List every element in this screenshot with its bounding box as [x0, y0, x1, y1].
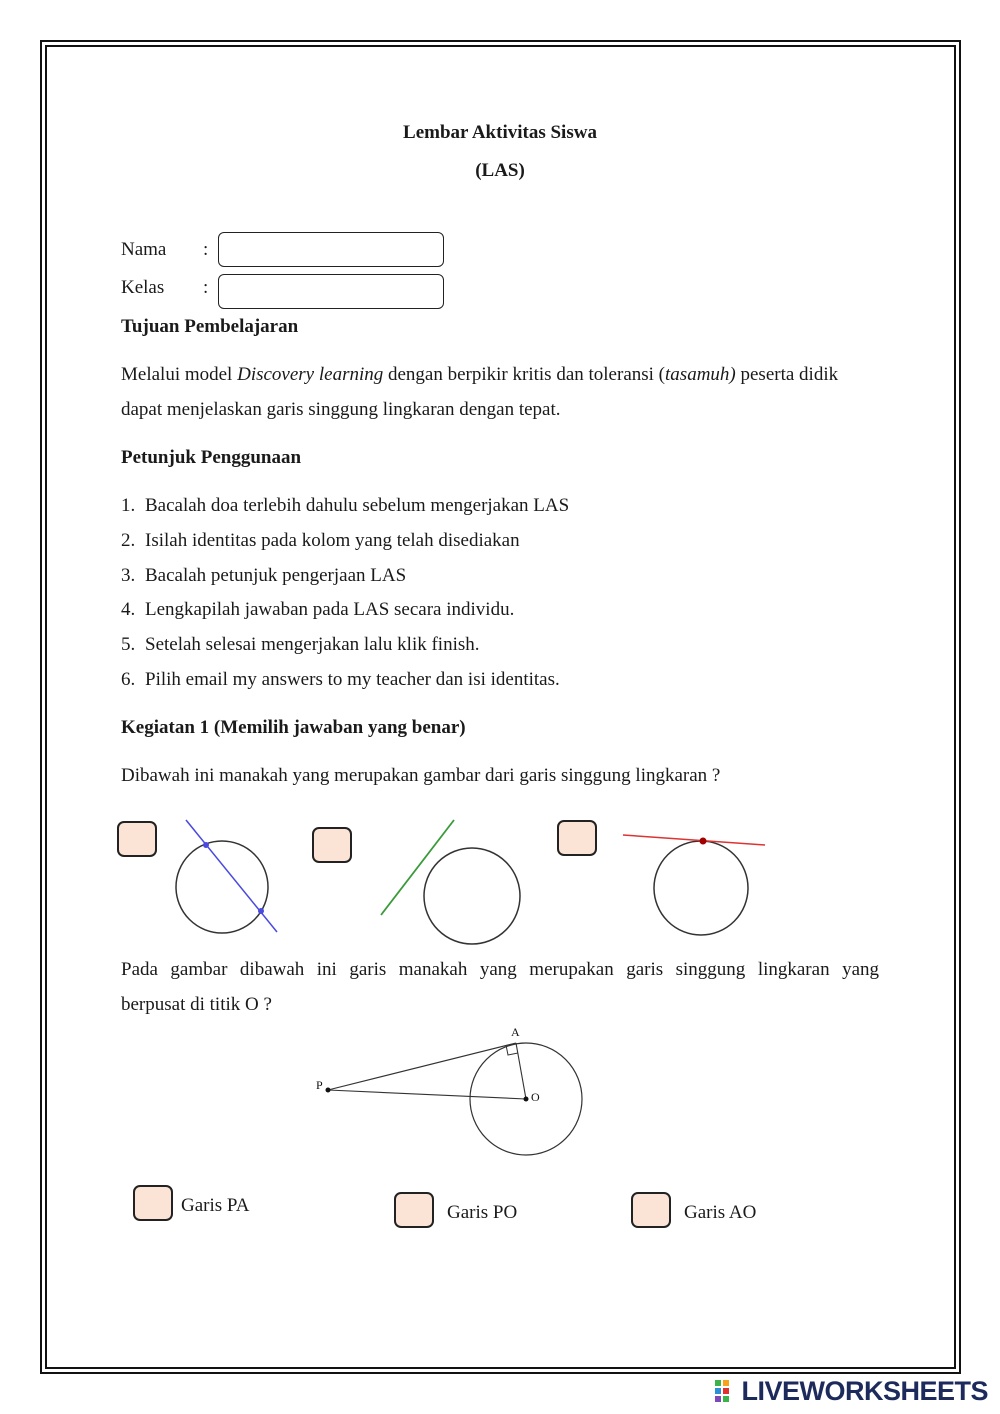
question-1: Dibawah ini manakah yang merupakan gambar dari garis singgung lingkaran ? — [121, 765, 721, 786]
name-label: Nama — [121, 239, 167, 260]
instruction-text: Pilih email my answers to my teacher dan isi identitas. — [145, 669, 560, 690]
liveworksheets-logo-icon — [715, 1379, 737, 1403]
outside-line — [381, 820, 454, 915]
option-label-pa: Garis PA — [181, 1195, 250, 1216]
secant-line — [186, 820, 277, 932]
objective-text-b: dengan berpikir kritis dan toleransi ( — [383, 364, 666, 385]
objective-line-2: dapat menjelaskan garis singgung lingkaran dengan tepat. — [121, 399, 561, 420]
objective-emphasis-tasamuh: tasamuh) — [665, 364, 736, 385]
instruction-number: 3. — [121, 565, 136, 586]
option-label-ao: Garis AO — [684, 1202, 757, 1223]
option-label-po: Garis PO — [447, 1202, 518, 1223]
circle-shape — [176, 841, 268, 933]
instruction-number: 6. — [121, 669, 136, 690]
name-input[interactable] — [218, 232, 444, 267]
instruction-number: 4. — [121, 599, 136, 620]
page-title: Lembar Aktivitas Siswa — [403, 122, 597, 143]
instruction-text: Isilah identitas pada kolom yang telah disediakan — [145, 530, 520, 551]
figure-secant-line — [170, 812, 290, 942]
instruction-number: 1. — [121, 495, 136, 516]
instruction-item — [121, 668, 560, 692]
question-2-line-1: Pada gambar dibawah ini garis manakah yang merupakan garis singgung lingkaran yang — [121, 959, 879, 980]
objective-text-c: peserta didik — [735, 364, 839, 385]
segment-po — [328, 1090, 526, 1099]
figure-tangent-line — [620, 826, 770, 941]
question-2-line-2: berpusat di titik O ? — [121, 994, 272, 1015]
tangent-line — [623, 835, 765, 845]
intersection-point — [203, 842, 209, 848]
answer-checkbox-po[interactable] — [394, 1192, 434, 1228]
instruction-item — [121, 529, 520, 553]
figure-outside-line — [372, 812, 532, 952]
instruction-text: Lengkapilah jawaban pada LAS secara individu. — [145, 599, 515, 620]
name-colon: : — [203, 239, 209, 260]
objective-emphasis-discovery: Discovery learning — [237, 364, 384, 385]
answer-checkbox-figure-2[interactable] — [312, 827, 352, 863]
segment-ao — [516, 1043, 526, 1099]
answer-checkbox-ao[interactable] — [631, 1192, 671, 1228]
tangent-point — [700, 838, 707, 845]
instruction-text: Bacalah doa terlebih dahulu sebelum mengerjakan LAS — [145, 495, 570, 516]
circle-shape — [424, 848, 520, 944]
instruction-number: 2. — [121, 530, 136, 551]
answer-checkbox-figure-3[interactable] — [557, 820, 597, 856]
objective-line-1 — [121, 363, 838, 387]
instruction-text: Bacalah petunjuk pengerjaan LAS — [145, 565, 407, 586]
label-o: O — [531, 1090, 540, 1104]
page-subtitle: (LAS) — [475, 160, 525, 181]
intersection-point — [258, 908, 264, 914]
point-o — [524, 1097, 529, 1102]
page-border-inner — [45, 45, 956, 1369]
instruction-item — [121, 598, 515, 622]
class-label: Kelas — [121, 277, 165, 298]
objective-text-a: Melalui model — [121, 364, 238, 385]
label-p: P — [316, 1078, 323, 1092]
answer-checkbox-figure-1[interactable] — [117, 821, 157, 857]
circle-shape — [654, 841, 748, 935]
point-p — [326, 1088, 331, 1093]
instruction-item — [121, 494, 570, 518]
class-input[interactable] — [218, 274, 444, 309]
tangent-diagram — [300, 1020, 600, 1165]
segment-pa — [328, 1043, 516, 1090]
liveworksheets-logo-text: LIVEWORKSHEETS — [741, 1375, 988, 1406]
answer-checkbox-pa[interactable] — [133, 1185, 173, 1221]
instruction-item — [121, 633, 480, 657]
activity-heading: Kegiatan 1 (Memilih jawaban yang benar) — [121, 717, 466, 738]
instruction-number: 5. — [121, 634, 136, 655]
liveworksheets-logo — [715, 1376, 988, 1406]
label-a: A — [511, 1025, 520, 1039]
instruction-item — [121, 564, 407, 588]
objective-heading: Tujuan Pembelajaran — [121, 316, 299, 337]
instructions-heading: Petunjuk Penggunaan — [121, 447, 302, 468]
instruction-text: Setelah selesai mengerjakan lalu klik finish. — [145, 634, 480, 655]
class-colon: : — [203, 277, 209, 298]
